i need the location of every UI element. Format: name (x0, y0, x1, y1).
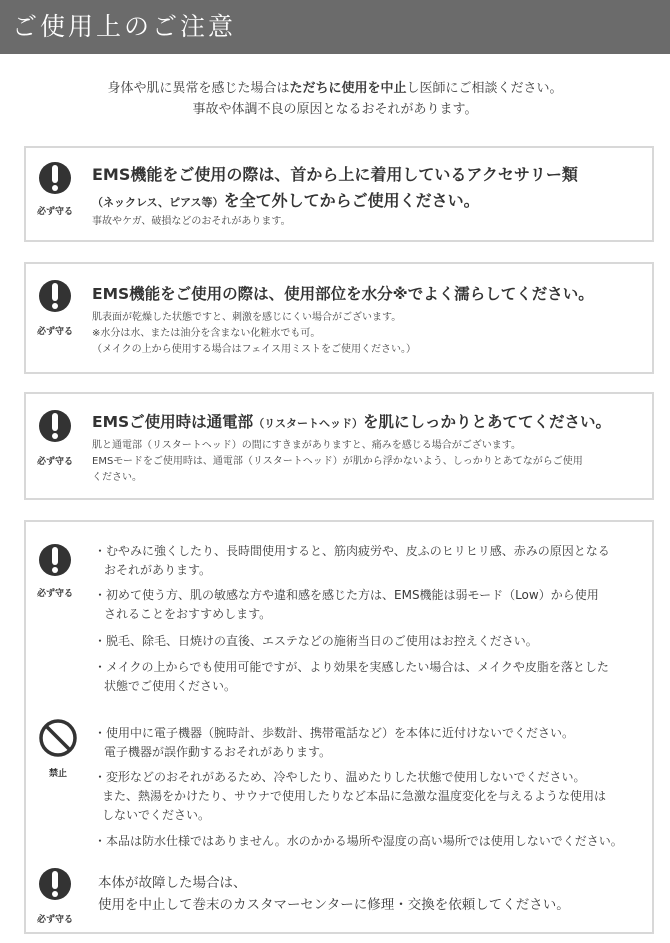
box3-note-3: ください。 (92, 472, 142, 483)
box2-note-3: （メイクの上から使用する場合はフェイス用ミストをご使用ください。） (92, 344, 416, 355)
prohibited-label: 禁止 (48, 769, 67, 779)
box3-heading: EMSご使用時は通電部（リスタートヘッド）を肌にしっかりとあててください。 (92, 413, 611, 431)
caution-box-contact (24, 392, 654, 500)
page-title: ご使用上のご注意 (12, 12, 237, 41)
caution-box-moisture (24, 262, 654, 374)
intro-emphasis: ただちに使用を中止 (289, 81, 407, 96)
list-item: ・使用中に電子機器（腕時計、歩数計、携帯電話など）を本体に近付けないでください。 電子機器が誤作動するおそれがあります。 (94, 726, 575, 759)
must-follow-label: 必ず守る (36, 915, 73, 925)
list-item: ・変形などのおそれがあるため、冷やしたり、温めたりした状態で使用しないでください。 また、熱湯をかけたり、サウナで使用したりなど本品に急激な温度変化を与えるような使用は しないでください。 (94, 770, 607, 822)
must-follow-label: 必ず守る (36, 327, 73, 337)
intro-line-1: 身体や肌に異常を感じた場合はただちに使用を中止し医師にご相談ください。 (107, 81, 563, 96)
exclamation-icon (39, 406, 71, 446)
box1-heading-line-1: EMS機能をご使用の際は、首から上に着用しているアクセサリー類 (92, 165, 578, 184)
intro-text (0, 78, 670, 120)
list-item: ・むやみに強くしたり、長時間使用すると、筋肉疲労や、皮ふのヒリヒリ感、赤みの原因となる おそれがあります。 (94, 544, 610, 577)
box3-note-2: EMSモードをご使用時は、通電部（リスタートヘッド）が肌から浮かないよう、しっかりとあてながらご使用 (92, 456, 583, 467)
box2-note-2: ※水分は水、または油分を含まない化粧水でも可。 (92, 328, 321, 339)
box1-heading-line-2: （ネックレス、ピアス等）を全て外してからご使用ください。 (92, 191, 480, 210)
box2-heading: EMS機能をご使用の際は、使用部位を水分※でよく濡らしてください。 (92, 285, 594, 303)
caution-box-general (24, 520, 654, 934)
must-follow-label: 必ず守る (36, 589, 73, 599)
exclamation-icon (39, 540, 71, 580)
box3-note-1: 肌と通電部（リスタートヘッド）の間にすきまがありますと、痛みを感じる場合がございます。 (92, 440, 521, 451)
exclamation-icon (39, 276, 71, 316)
exclamation-icon (39, 864, 71, 904)
list-item: ・メイクの上からでも使用可能ですが、より効果を実感したい場合は、メイクや皮脂を落とした 状態でご使用ください。 (94, 660, 609, 693)
prohibition-icon (38, 718, 78, 758)
list-item: ・初めて使う方、肌の敏感な方や違和感を感じた方は、EMS機能は弱モード（Low）から使用 されることをおすすめします。 (94, 588, 599, 621)
must-follow-label: 必ず守る (36, 207, 73, 217)
malfunction-note: 本体が故障した場合は、 使用を中止して巻末のカスタマーセンターに修理・交換を依頼してください。 (98, 875, 570, 913)
must-follow-label: 必ず守る (36, 457, 73, 467)
box1-note: 事故やケガ、破損などのおそれがあります。 (92, 216, 291, 227)
caution-box-accessories (24, 146, 654, 242)
page-header (0, 0, 670, 54)
box2-note-1: 肌表面が乾燥した状態ですと、刺激を感じにくい場合がございます。 (92, 312, 402, 323)
list-item: ・脱毛、除毛、日焼けの直後、エステなどの施術当日のご使用はお控えください。 (94, 634, 538, 648)
intro-line-2: 事故や体調不良の原因となるおそれがあります。 (192, 102, 478, 117)
list-item: ・本品は防水仕様ではありません。水のかかる場所や湿度の高い場所では使用しないでください。 (94, 834, 623, 848)
exclamation-icon (39, 158, 71, 198)
